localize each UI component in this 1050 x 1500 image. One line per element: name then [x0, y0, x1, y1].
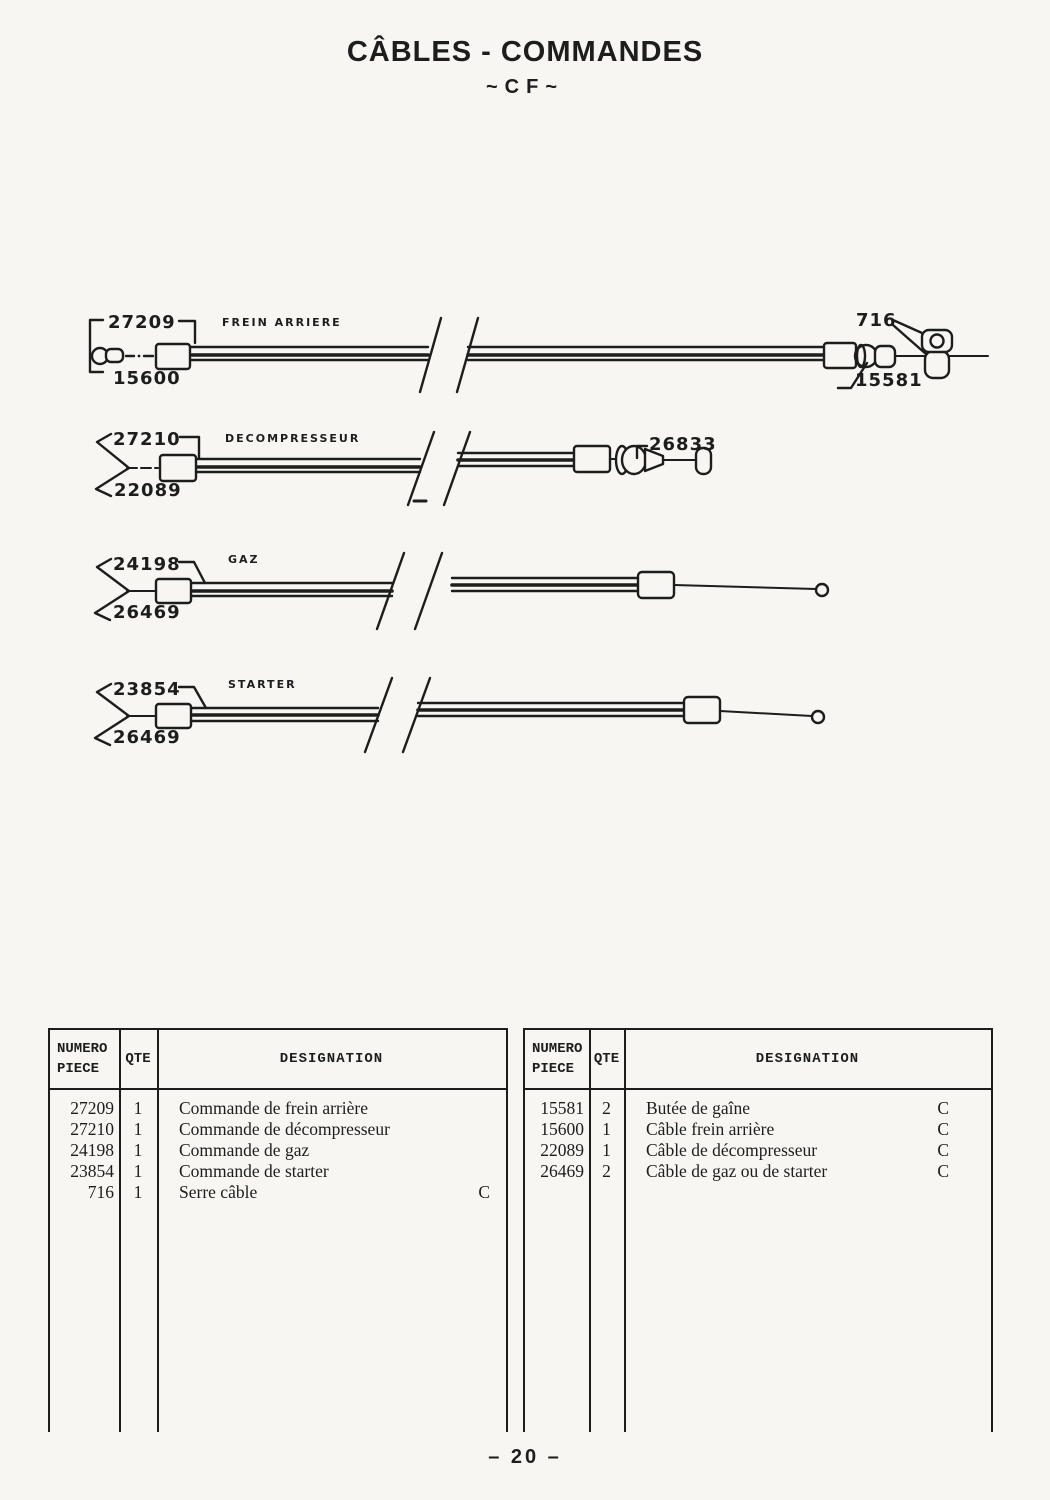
designation-text: Commande de décompresseur	[179, 1119, 390, 1139]
part-number-label: 27210	[113, 429, 181, 450]
cell-qty: 1	[133, 1098, 143, 1118]
part-number-label: 24198	[113, 554, 181, 575]
page-number: – 20 –	[488, 1446, 562, 1468]
cell-qty: 1	[133, 1140, 143, 1160]
part-number-label: 27209	[108, 312, 176, 333]
header-designation: DESIGNATION	[755, 1051, 860, 1067]
note-text: C	[478, 1182, 490, 1202]
note-text: C	[937, 1161, 949, 1181]
table-column-rule	[589, 1030, 591, 1432]
table-row	[525, 1098, 991, 1119]
table-column-rule	[624, 1030, 626, 1432]
cell-qty: 1	[133, 1161, 143, 1181]
part-number-label: 26469	[113, 602, 181, 623]
cell-num: 22089	[540, 1140, 584, 1160]
designation-text: Serre câble	[179, 1182, 258, 1202]
note-text: C	[937, 1140, 949, 1160]
cell-designation	[157, 1140, 506, 1161]
designation-text: Commande de starter	[179, 1161, 329, 1181]
table-body	[525, 1090, 991, 1182]
table-row	[525, 1140, 991, 1161]
cell-designation	[624, 1119, 991, 1140]
header-qte: QTE	[125, 1051, 151, 1067]
cell-num: 27210	[70, 1119, 114, 1139]
part-number-label: 716	[856, 310, 897, 331]
table-header	[525, 1030, 991, 1090]
cable-caption: GAZ	[228, 553, 260, 566]
part-number-label: 23854	[113, 679, 181, 700]
parts-table-right	[523, 1028, 993, 1432]
cell-designation	[157, 1098, 506, 1119]
part-number-label: 26469	[113, 727, 181, 748]
header-numero-piece: NUMERO PIECE	[532, 1040, 583, 1077]
cell-num: 15600	[540, 1119, 584, 1139]
part-number-label: 26833	[649, 434, 717, 455]
note-text	[490, 1119, 506, 1140]
note-text	[490, 1140, 506, 1161]
designation-text: Câble frein arrière	[646, 1119, 775, 1139]
cable-caption: FREIN ARRIERE	[222, 316, 342, 329]
designation-text: Commande de frein arrière	[179, 1098, 369, 1118]
decompresseur-cable-drawing	[96, 432, 711, 505]
page-title: CÂBLES - COMMANDES	[346, 36, 704, 68]
designation-text: Câble de gaz ou de starter	[646, 1161, 828, 1181]
note-text: C	[937, 1119, 949, 1139]
cell-designation	[624, 1140, 991, 1161]
cable-caption: STARTER	[228, 678, 297, 691]
starter-cable-drawing	[95, 678, 824, 752]
cell-num: 716	[87, 1182, 114, 1202]
parts-table-left	[48, 1028, 508, 1432]
cell-qty: 1	[602, 1119, 611, 1139]
gaz-cable-drawing	[95, 553, 828, 629]
designation-text: Butée de gaîne	[646, 1098, 750, 1118]
part-number-label: 22089	[114, 480, 182, 501]
designation-text: Commande de gaz	[179, 1140, 310, 1160]
cell-qty: 1	[602, 1140, 611, 1160]
cell-designation	[157, 1182, 506, 1203]
cell-qty: 2	[602, 1161, 611, 1181]
table-row	[525, 1161, 991, 1182]
cell-designation	[624, 1161, 991, 1182]
table-row	[525, 1119, 991, 1140]
note-text	[490, 1161, 506, 1182]
part-number-label: 15581	[855, 370, 923, 391]
cell-qty: 1	[133, 1182, 143, 1202]
header-designation: DESIGNATION	[279, 1051, 384, 1067]
table-column-rule	[119, 1030, 121, 1432]
cable-caption: DECOMPRESSEUR	[225, 432, 361, 445]
cell-num: 26469	[540, 1161, 584, 1181]
cell-num: 27209	[70, 1098, 114, 1118]
frein-arriere-cable-drawing	[90, 318, 988, 392]
cell-num: 23854	[70, 1161, 114, 1181]
cell-qty: 1	[133, 1119, 143, 1139]
cell-designation	[157, 1119, 506, 1140]
header-numero-piece: NUMERO PIECE	[57, 1040, 108, 1077]
part-number-label: 15600	[113, 368, 181, 389]
cell-num: 15581	[540, 1098, 584, 1118]
note-text: C	[937, 1098, 949, 1118]
page-subtitle: ~CF~	[485, 76, 565, 98]
table-column-rule	[157, 1030, 159, 1432]
header-qte: QTE	[593, 1051, 620, 1067]
cell-designation	[157, 1161, 506, 1182]
note-text	[490, 1098, 506, 1119]
cell-num: 24198	[70, 1140, 114, 1160]
designation-text: Câble de décompresseur	[646, 1140, 818, 1160]
cell-designation	[624, 1098, 991, 1119]
cell-qty: 2	[602, 1098, 611, 1118]
